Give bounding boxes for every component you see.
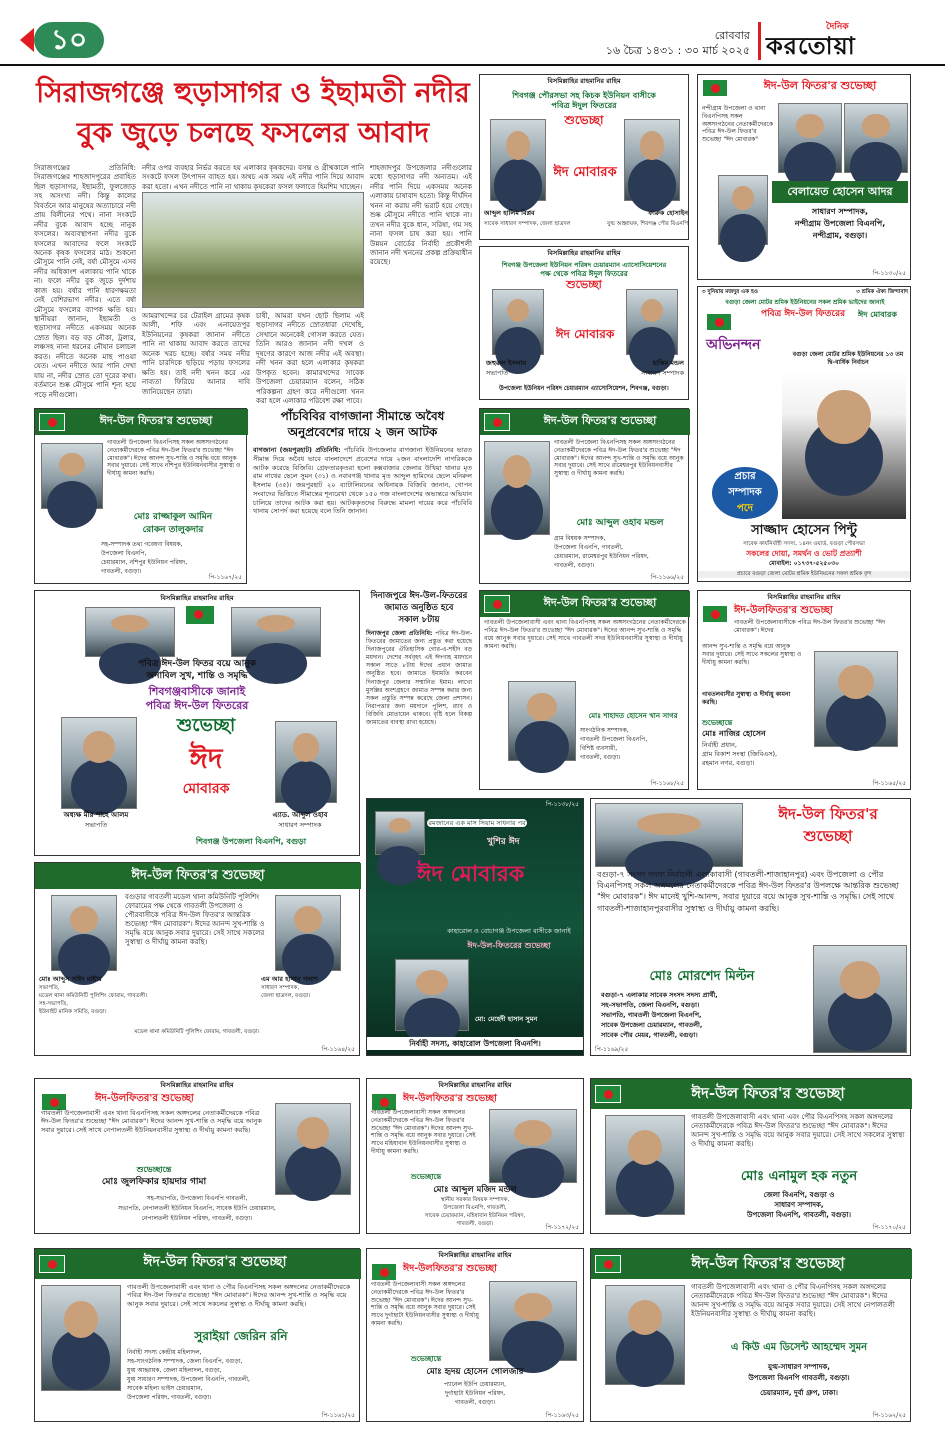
main-story <box>34 74 472 405</box>
ad-velayet-title: ঈদ-উল ফিতর'র শুভেচ্ছা <box>763 79 877 92</box>
ad-shib-leader-photo <box>85 607 175 657</box>
ad-golzar-role2: দুর্গাহাটা ইউনিয়ন পরিষদ, <box>444 1390 506 1397</box>
ad-photo-faruk <box>624 119 680 201</box>
ad-sagar-role3: বিশিষ্ট ব্যবসায়ী, <box>580 745 618 752</box>
ad-pintu-abhinandan: অভিনন্দন <box>706 337 761 353</box>
ad-gama-title: ঈদ-উলফিতর'র শুভেচ্ছা <box>95 1093 194 1104</box>
page-header <box>0 0 945 66</box>
main-story-col2: নদীর ওপর ব্যবহার নির্ভর করতে হয় এলাকার কৃষকদের। বসন্ত ও গ্রীষ্মকালে পানি সংকটে ফসল উৎপাদন ব্যাহত হয়। অথচ এক সময় এই নদীর পানি দিয়ে আবাদ করা হতো। এখন নদীতে পানি না থাকায় কৃষকেরা ফসল ফলাতে হিমশিম খাচ্ছেন। <box>142 164 364 191</box>
ad-nazir-text2: আনন্দ সুখ-শান্তি ও সমৃদ্ধি বয়ে আনুক সবার দুয়ারে। সেই সাথে সকলের সুস্বাস্থ্য ও দীর্ঘায়ু কামনা করছি। <box>702 643 802 666</box>
ad-sumon-header <box>591 1249 912 1279</box>
ad-notun-title: ঈদ-উল ফিতর'র শুভেচ্ছা <box>691 1084 845 1102</box>
issue-day: রোববার <box>714 29 750 42</box>
ad-kaharol-eid: ঈদ মোবারক <box>417 861 525 887</box>
ad-master <box>34 862 360 1056</box>
ad-shib-footer: শিবগঞ্জ উপজেলা বিএনপি, বগুড়া <box>195 837 307 846</box>
ad-milton-role2: সহ-সভাপতি, জেলা বিএনপি, বগুড়া। <box>601 1001 700 1009</box>
ad-master-p1-t4: ইউনাইট মানিক সমিতি, বগুড়া। <box>39 1009 107 1015</box>
ad-notun-name: মোঃ এনামুল হক নতুন <box>691 1167 907 1187</box>
ad-master-title: ঈদ-উল ফিতর'র শুভেচ্ছা <box>131 868 265 883</box>
ad-pintu <box>697 286 911 582</box>
ad-sagar-name: মোঃ শাহাদত হোসেন খান সাগর <box>580 709 686 723</box>
ad-pintu-mubarak: ঈদ মোবারক <box>858 309 897 319</box>
ad-kaharol-footer: নির্বাহী সদস্য, কাহারোল উপজেলা বিএনপি। <box>367 1037 583 1050</box>
ad-shib-p1-title: সভাপতি <box>84 821 108 829</box>
ad-wahab-header <box>480 409 690 435</box>
ad-halim-faruk <box>479 74 689 240</box>
ad-sumon-photo <box>605 1285 685 1385</box>
ad-velayet-role1: সাধারণ সম্পাদক, <box>811 207 869 216</box>
ad-sagar-title: ঈদ-উল ফিতর'র শুভেচ্ছা <box>543 596 657 609</box>
ad-shib-leader-photo2 <box>231 607 321 657</box>
page-number: ১০ <box>34 22 104 58</box>
ad-rokon-name2: রোকন তালুকদার <box>101 524 245 537</box>
ad-pintu-top1: ৩ দুনিয়ায় মজদুর এক হও <box>702 289 758 295</box>
main-story-col4: শাহজাদপুর উপজেলার নদীগুলোর মধ্যে হুড়াসাগর নদী অন্যতম। এই নদীর পানি দিয়ে একসময় অনেক এলাকায় চাষাবাদ হতো। কিন্তু দীর্ঘদিন খনন না করায় নদী ভরাট হয়ে গেছে। শুষ্ক মৌসুমে নদীতে পানি থাকে না। তখন নদীর বুকে ধান, সরিষা, গম সহ নানা ফসল চাষ করা হয়। পানি উন্নয়ন বোর্ডের নির্বাহী প্রকৌশলী জানান নদী খননের প্রকল্প প্রক্রিয়াধীন রয়েছে। <box>370 164 472 267</box>
ad-pintu-line: বগুড়া জেলা মোটর শ্রমিক ইউনিয়নের সকল শ্রমিক ভাইদের জানাই <box>725 299 885 306</box>
ad-sumon-role3: চেয়ারম্যান, দুর্বা গ্রুপ, ঢাকা। <box>760 1389 838 1397</box>
ad-wahab-role2: উপজেলা বিএনপি, গাবতলী, <box>554 544 624 551</box>
ad-nazir-text1: গাবতলী উপজেলাবাসীকে পবিত্র ঈদ-উল ফিতর'র শুভেচ্ছা "ঈদ মোবারক"। ঈদের <box>734 619 886 634</box>
bagjana-text <box>253 446 472 516</box>
ad-sagar-text: গাবতলী উপজেলাবাসী এবং থানা বিএনপিসহ সকল অঙ্গসংগঠনের নেতাকর্মীদেরকে পবিত্র ঈদ-উল ফিতর'র শুভেচ্ছা "ঈদ মোবারক"। ঈদের আনন্দ সুখ-শান্তি ও সমৃদ্ধি বয়ে আনুক সবার দুয়ারে। সেই সাথে গাবতলী সদর ইউনিয়নবাসীর সুস্বাস্থ্য ও দীর্ঘায়ু কামনা করছি। <box>484 619 686 651</box>
ad-gama-role3: নেপালতলী ইউনিয়ন পরিষদ, গাবতলী, বগুড়া। <box>141 1215 253 1222</box>
ad-velayet-text: নন্দীগ্রাম উপজেলা ও থানা বিএনপিসহ সকল অঙ্গসংগঠনের নেতাকর্মীদেরকে পবিত্র ঈদ-উল ফিতর'র শুভেচ্ছা "ঈদ মোবারক" <box>702 105 774 144</box>
ad-rokon-header <box>35 409 248 435</box>
ad-shib-eid2: মোবারক <box>182 781 230 797</box>
ad-shib-p2: এ্যাড. আব্দুল ওহাব <box>272 811 328 819</box>
ad-roni-role3: যুগ্ম আহ্বায়ক, জেলা মহিলাদল, বগুড়া, <box>127 1367 222 1374</box>
ad-pintu-badge3: পদে <box>736 503 754 514</box>
ad-pintu-photo <box>782 369 906 519</box>
ad-sumon-role1: যুগ্ম-সাধারণ সম্পাদক, <box>768 1363 830 1371</box>
ad-pintu-eid: পবিত্র ঈদ-উল ফিতরের <box>760 309 846 319</box>
ad-nazir-title: ঈদ-উলফিতর'র শুভেচ্ছা <box>734 605 833 616</box>
ad-chair-shubhechha: শুভেচ্ছা <box>566 278 602 292</box>
ad-notun-photo <box>605 1115 685 1215</box>
ad-sumon-code: পি-১১৬২/২৫ <box>872 1411 906 1419</box>
dinajpur-byline: দিনাজপুর জেলা প্রতিনিধি: <box>366 630 433 637</box>
main-story-col-bottom: আমরাখন্দের চর টেরাইল গ্রামের কৃষক আলী, শফি এবং এনায়েতপুর ইউনিয়নের কৃষকরা জানান নদীতে পানি না থাকায় আবাদ করতে তাদের অনেক খরচ হচ্ছে। বর্ষার সময় নদীর পানি চারদিকে ছড়িয়ে পড়ায় ফসলের ক্ষতি হয়। তাই নদী খনন করে এর নাব্যতা ফিরিয়ে আনার দাবি জানিয়েছেন তারা। <box>142 312 250 396</box>
ad-master-code: পি-১১৬৪/২৫ <box>321 1045 355 1053</box>
ad-roni-name: সুরাইয়া জেরিন রনি <box>127 1327 355 1345</box>
ad-wahab-role1: গ্রাম বিষয়ক সম্পাদক, <box>554 535 606 542</box>
ad-velayet <box>697 74 911 280</box>
ad-gama <box>34 1078 360 1234</box>
bnp-flag-icon <box>185 605 215 625</box>
masthead-small: দৈনিক <box>826 22 849 32</box>
ad-gama-from: শুভেচ্ছান্তে <box>136 1165 172 1174</box>
ad-mojid <box>366 1078 584 1234</box>
ad-mojid-name: মোঃ আব্দুল মজিদ মন্ডল <box>433 1185 517 1195</box>
ad-gama-bismillah: বিসমিল্লাহির রাহমানির রাহিম <box>160 1081 234 1089</box>
ad-person2-name: ফারুক হোসাইন <box>648 209 688 217</box>
ad-nazir-role2: গ্রাম বিকাশ সংস্থা (জিবিএস), <box>702 750 778 758</box>
ad-pintu-top2: ৩ শ্রমিক ঐক্য জিন্দাবাদ <box>856 289 908 295</box>
ad-pintu-badge2: সম্পাদক <box>728 487 762 498</box>
bnp-flag-icon <box>39 413 65 431</box>
ad-wahab <box>479 408 689 584</box>
ad-person2-title: যুগ্ম আহ্বায়ক, শিবগঞ্জ পৌর বিএনপি <box>607 221 688 227</box>
ad-roni-header <box>35 1249 361 1279</box>
ad-wahab-text: গাবতলী উপজেলা বিএনপিসহ সকল অঙ্গসংগঠনের নেতাকর্মীদেরকে পবিত্র ঈদ-উল ফিতর'র শুভেচ্ছা "ঈদ মোবারক"। ঈদের আনন্দ সুখ-শান্তি ও সমৃদ্ধি বয়ে আনুক সবার দুয়ারে। সেই সাথে রামেশ্বরপুর ইউনিয়নবাসীর সুস্বাস্থ্য ও দীর্ঘায়ু কামনা করছি। <box>554 439 684 478</box>
bnp-flag-icon <box>484 413 510 431</box>
ad-velayet-photo-main <box>718 175 768 245</box>
ad-milton-code: পি-১১৬৯/২৫ <box>595 1045 629 1053</box>
ad-shib-shubhechha: শুভেচ্ছা <box>176 715 236 736</box>
ad-roni-photo <box>41 1285 121 1391</box>
ad-roni-role2: সহ-সাংগঠনিক সম্পাদক, জেলা বিএনপি, বগুড়া, <box>127 1358 243 1365</box>
story-bagjana <box>253 408 472 584</box>
ad-kaharol-line: খুশির ঈদ <box>487 837 520 847</box>
ad-roni-role4: যুগ্ম সাধারণ সম্পাদক, উপজেলা বিএনপি, গাবতলী, <box>127 1376 250 1383</box>
ad-pintu-badge <box>712 467 778 519</box>
ad-milton-role5: সাবেক পৌর মেয়র, গাবতলী, বগুড়া। <box>601 1031 698 1039</box>
ad-chair-p1-title: সভাপতি <box>486 369 509 377</box>
ad-rokon-role3: চেয়ারম্যান, নশিপুর ইউনিয়ন পরিষদ, <box>101 559 188 566</box>
ad-milton-role3: সভাপতি, গাবতলী উপজেলা বিএনপি, <box>601 1011 702 1019</box>
ad-velayet-role3: নন্দীগ্রাম, বগুড়া। <box>812 231 868 240</box>
bagjana-headline2: অনুপ্রবেশের দায়ে ২ জন আটক <box>287 425 438 439</box>
ad-chair-footer: উপজেলা ইউনিয়ন পরিষদ চেয়ারম্যান এ্যাসোসিয়েশন, শিবগঞ্জ, বগুড়া। <box>499 385 669 392</box>
ad-gama-photo <box>275 1103 351 1195</box>
ad-pintu-name: সাজ্জাদ হোসেন পিন্টু <box>698 523 910 539</box>
ad-rokon-code: পি-১১৬৭/২৫ <box>208 573 242 581</box>
ad-notun-role1: জেলা বিএনপি, বগুড়া ও <box>763 1191 835 1199</box>
ad-chairman-association <box>479 246 689 400</box>
ad-mojid-role2: উপজেলা বিএনপি, গাবতলী, <box>443 1205 507 1211</box>
ad-mojid-role4: গাবতলী, বগুড়া। <box>456 1221 494 1227</box>
ad-pintu-badge1: প্রচার <box>734 471 756 482</box>
ad-roni-role1: নির্বাহী সদস্য কেন্দ্রীয় মহিলাদল, <box>127 1349 202 1356</box>
ad-sagar-photo <box>508 681 576 761</box>
ad-chair-p1: জহুরুল ইসলাম <box>486 359 527 367</box>
bagjana-body: পাঁচবিবি উপজেলার বাগজানা ইউনিয়নের ভারত সীমান্ত দিয়ে অবৈধ ভাবে বাংলাদেশে প্রবেশের দায়ে ২জন বাংলাদেশি নাগরিককে আটক করেছে বিজিবি। গ্রেফতারকৃতরা হলো কক্সবাজার জেলার উখিয়া থানার মৃত রাম নাথের ছেলে সুমন (৩১) ও নবাবগঞ্জ থানার মৃত আব্দুল হামিদের ছেলে মনিরুল ইসলাম (৩৫)। জয়পুরহাট ২০ ব্যাটালিয়নের অধিনায়ক বিজিবি জানান, গোপন সংবাদের ভিত্তিতে সীমান্তের শূন্যরেখা থেকে ১৫০ গজ বাংলাদেশের অভ্যন্তরে অভিযান চালিয়ে তাদের আটক করা হয়। আটককৃতদের বিরুদ্ধে মামলা দায়ের করে পাঁচবিবি থানায় সোপর্দ করা হয়েছে বলে তিনি জানান। <box>253 446 472 516</box>
bnp-flag-icon <box>371 1263 397 1281</box>
ad-chair-line2: পক্ষ থেকে পবিত্র ঈদুল ফিতরের <box>540 269 628 278</box>
ad-golzar-role3: গাবতলী, বগুড়া। <box>454 1399 496 1406</box>
ad-pintu-vote: সকলের দোয়া, সমর্থন ও ভোট প্রত্যাশী <box>746 549 862 558</box>
ad-shib-photo-alam <box>61 717 137 809</box>
ad-pintu-prev: সাবেক কার্যনির্বাহী সদস্য, ১৪নং ওয়ার্ড, বগুড়া পৌরসভা <box>743 541 865 547</box>
ad-sumon-role2: উপজেলা বিএনপি গাবতলী, বগুড়া। <box>748 1374 850 1382</box>
ad-pintu-sub: বগুড়া জেলা মোটর শ্রমিক ইউনিয়নের ১৩ তম দ্বি-বার্ষিক নির্বাচন <box>792 351 904 366</box>
ad-rokon-photo <box>41 443 103 509</box>
ad-nazir-bismillah: বিসমিল্লাহির রাহমানির রাহিম <box>767 593 841 601</box>
ad-mojid-code: পি-১১৭২/২৫ <box>545 1223 579 1231</box>
ad-golzar-code: পি-১১৬৩/২৫ <box>545 1411 579 1419</box>
ad-master-p1-t2: মডেল থানা কমিউনিটি পুলিশিং ফোরাম, গাবতলী। <box>39 993 148 999</box>
story-dinajpur <box>366 590 472 790</box>
ad-pintu-mobile: মোবাইল: ০১৭৩৭-৫২৫০৩০ <box>768 560 840 567</box>
ad-milton-text: বগুড়া-৭ সংসদ সদস্য নির্বাচনী এলাকাবাসী (গাবতলী-শাজাহানপুর) এবং উপজেলা ও পৌর বিএনপিসহ সকল অঙ্গদলের নেতাকর্মীদেরকে পবিত্র ঈদ-উল ফিতর'র উপলক্ষে আন্তরিক শুভেচ্ছা "ঈদ মোবারক"। ঈদ মানেই খুশি-আনন্দ, সবার দুয়ারে বয়ে আনুক সুখ-শান্তি ও সমৃদ্ধি। সেই সাথে গাবতলী-শাজাহানপুরবাসীর সুস্বাস্থ্য ও দীর্ঘায়ু কামনা করছি। <box>597 870 899 913</box>
ad-nazir-role3: রহমান নগর, বগুড়া। <box>702 759 755 767</box>
ad-wahab-photo <box>484 441 550 535</box>
ad-gama-text: গাবতলী উপজেলাবাসী এবং থানা বিএনপিসহ সকল অঙ্গদলের নেতাকর্মীদেরকে পবিত্র ঈদ-উল ফিতর'র শুভেচ্ছা "ঈদ মোবারক"। ঈদের আনন্দ সুখ-শান্তি ও সমৃদ্ধি বয়ে আনুক সবার দুয়ারে। সেই সাথে নেপালতলী ইউনিয়নবাসীর সুস্বাস্থ্য ও দীর্ঘায়ু কামনা করছি। <box>41 1109 262 1134</box>
ad-person1-title: সাবেক সাধারণ সম্পাদক, জেলা ছাত্রদল <box>484 221 571 227</box>
ad-milton-role1: বগুড়া-৭ এলাকার সাবেক সংসদ সদস্য প্রার্থী, <box>601 991 718 999</box>
ad-wahab-name: মোঃ আব্দুল ওহাব মন্ডল <box>554 515 686 531</box>
ad-pintu-footer: প্রচারে বগুড়া জেলা মোটর শ্রমিক ইউনিয়নের সকল শ্রমিক বৃন্দ <box>698 571 910 578</box>
ad-chair-p2: হাকিম মন্ডল <box>652 359 684 367</box>
ad-chair-p2-title: সাধারণ সম্পাদক <box>641 369 684 377</box>
ad-eid-mubarak: ঈদ মোবারক <box>553 165 617 180</box>
ad-kaharol-code: পি-১১৩৮/২৫ <box>545 801 579 808</box>
dinajpur-body: পবিত্র ঈদ-উল-ফিতরের জামাতের জন্য প্রস্তুত করা হয়েছে দিনাজপুরের ঐতিহাসিক গোর-এ-শহীদ বড় ময়দান। দেশের সর্ববৃহৎ এই ঈদগাহ ময়দানে সকাল সাড়ে ৮টায় ঈদের প্রধান জামাত অনুষ্ঠিত হবে। জামাতে ইমামতি করবেন দিনাজপুর জেলার সম্মানিত ইমাম। লাখো মুসল্লির অংশগ্রহণে জামাত সম্পন্ন করার জন্য সকল প্রস্তুতি সম্পন্ন করেছে জেলা প্রশাসন। নিরাপত্তার জন্য ময়দানে পুলিশ, র‍্যাব ও বিজিবি মোতায়েন থাকবে। বৃষ্টি হলে বিকল্প জামাতের ব্যবস্থা রাখা হয়েছে। <box>366 630 472 727</box>
bnp-flag-icon <box>702 79 728 97</box>
ad-sagar <box>479 590 689 790</box>
ad-gama-role2: সভাপতি, নেপালতলী ইউনিয়ন বিএনপি, সাবেক ইউপি চেয়ারম্যান, <box>118 1205 276 1212</box>
ad-golzar-name: মোঃ হৃদয় হোসেন গোলজার <box>426 1367 524 1377</box>
ad-roni-role5: সাবেক মহিলা ভাইস চেয়ারম্যান, <box>127 1385 203 1392</box>
ad-milton-title1: ঈদ-উল ফিতর'র <box>778 805 878 823</box>
ad-master-photo1 <box>51 895 117 971</box>
ad-milton-leaders <box>595 803 743 867</box>
ad-rokon-role2: উপজেলা বিএনপি, <box>101 550 147 557</box>
ad-shib-p1: অধ্যক্ষ মীর শাহে আলম <box>63 811 129 819</box>
bagjana-headline1: পাঁচবিবির বাগজানা সীমান্তে অবৈধ <box>280 409 445 423</box>
ad-nazir-text3: গাবতলবাসীর সুস্বাস্থ্য ও দীর্ঘায়ু কামনা করছি। <box>702 691 791 706</box>
ad-wahab-role4: গাবতলী, বগুড়া। <box>554 562 595 569</box>
ad-chair-eid: ঈদ মোবারক <box>555 327 615 341</box>
ad-chair-bismillah: বিসমিল্লাহির রাহমানির রাহিম <box>547 249 621 257</box>
bnp-flag-icon <box>484 595 510 613</box>
bnp-flag-icon <box>39 1255 65 1273</box>
ad-bismillah: বিসমিল্লাহির রাহমানির রাহিম <box>547 77 621 85</box>
ad-golzar-title: ঈদ-উলফিতর'র শুভেচ্ছা <box>403 1263 497 1274</box>
ad-sumon-text: গাবতলী উপজেলাবাসী এবং থানা ও পৌর বিএনপিসহ সকল অঙ্গদলের নেতাকর্মীদেরকে পবিত্র ঈদ-উল ফিতর'র শুভেচ্ছা "ঈদ মোবারক"। ঈদের আনন্দ সুখ-শান্তি ও সমৃদ্ধি বয়ে আনুক সবার দুয়ারে। সেই সাথে নেপালতলী ইউনিয়নবাসীর সুস্বাস্থ্য ও দীর্ঘায়ু কামনা করছি। <box>691 1283 895 1319</box>
ad-notun-code: পি-১১৭০/২৫ <box>872 1223 906 1231</box>
ad-sumon <box>590 1248 911 1422</box>
ad-shibganj-bnp <box>34 590 360 856</box>
ad-shib-line1: পবিত্র ঈদ-উল ফিতর বয়ে আনুক <box>138 659 256 669</box>
ad-milton-title2: শুভেচ্ছা <box>803 827 853 845</box>
header-divider <box>758 22 761 60</box>
ad-master-text: বগুড়ার গাবতলী মডেল থানা কমিউনিটি পুলিশিং ফোরামের পক্ষ থেকে গাবতলী উপজেলা ও পৌরবাসীকে পবিত্র ঈদ-উল ফিতর'র আন্তরিক শুভেচ্ছা "ঈদ মোবারক"। ঈদের আনন্দ সুখ-শান্তি ও সমৃদ্ধি বয়ে আনুক সবার দুয়ারে। সেই সাথে সকলের সুস্বাস্থ্য ও দীর্ঘায়ু কামনা করছি। <box>125 893 265 947</box>
ad-rokon-name1: মোঃ রাজ্জাকুল আমিন <box>101 511 245 524</box>
issue-date-text: ১৬ চৈত্র ১৪৩১ : ৩০ মার্চ ২০২৫ <box>605 44 750 57</box>
ad-master-photo2 <box>275 895 341 971</box>
ad-mojid-bismillah: বিসমিল্লাহির রাহমানির রাহিম <box>438 1081 512 1089</box>
ad-line2: পবিত্র ঈদুল ফিতরের <box>551 101 617 111</box>
ad-mojid-from: শুভেচ্ছান্তে <box>410 1173 442 1181</box>
ad-rokon <box>34 408 247 584</box>
dinajpur-headline3: সকাল ৮টায় <box>398 615 440 625</box>
ad-person1-name: আব্দুল হালিম বিপ্লব <box>484 209 535 217</box>
ad-sagar-role4: গাবতলী, বগুড়া। <box>580 754 621 761</box>
ad-nazir <box>697 590 911 790</box>
bnp-flag-icon <box>702 605 728 623</box>
main-story-photo <box>142 192 364 308</box>
ad-kaharol-mid: কাহারোল ও বোচাগঞ্জ উপজেলা বাসীকে জানাই <box>447 927 571 935</box>
ad-photo-halim <box>490 119 546 201</box>
ad-golzar <box>366 1248 584 1422</box>
ad-master-p1-t3: সহ-সভাপতি, <box>39 1001 69 1007</box>
ad-rokon-role1: সহ-সম্পাদক তথ্য গবেষণা বিষয়ক, <box>101 541 183 548</box>
ad-mojid-text: গাবতলী উপজেলাবাসী সকল অঙ্গদলের নেতাকর্মীদেরকে পবিত্র ঈদ-উল ফিতর'র শুভেচ্ছা "ঈদ মোবারক"। ঈদের আনন্দ সুখ-শান্তি ও সমৃদ্ধি বয়ে আনুক সবার দুয়ারে। সেই সাথে মহিষাবান ইউনিয়নবাসীর সুস্বাস্থ্য ও দীর্ঘায়ু কামনা করছি। <box>371 1109 476 1155</box>
ad-chair-photo1 <box>492 289 544 355</box>
ad-velayet-role2: নন্দীগ্রাম উপজেলা বিএনপি, <box>794 219 886 228</box>
ad-nazir-code: পি-১১৬৫/২৫ <box>872 779 906 787</box>
ad-mojid-role3: সাবেক চেয়ারম্যান, মহিষাবান ইউনিয়ন পরিষদ, <box>424 1213 526 1219</box>
ad-golzar-from: শুভেচ্ছান্তে <box>410 1355 442 1363</box>
main-headline-line2: বুক জুড়ে চলছে ফসলের আবাদ <box>76 116 430 149</box>
ad-shib-bismillah: বিসমিল্লাহির রাহমানির রাহিম <box>160 594 234 602</box>
ad-sagar-header <box>480 591 690 617</box>
ad-wahab-title: ঈদ-উল ফিতর'র শুভেচ্ছা <box>543 414 657 427</box>
ad-rokon-text: গাবতলী উপজেলা বিএনপিসহ সকল অঙ্গসংগঠনের নেতাকর্মীদেরকে পবিত্র ঈদ-উল ফিতর'র শুভেচ্ছা "ঈদ মোবারক"। ঈদের আনন্দ সুখ-শান্তি ও সমৃদ্ধি বয়ে আনুক সবার দুয়ারে। সেই সাথে নশিপুর ইউনিয়নবাসীর সুস্বাস্থ্য ও দীর্ঘায়ু কামনা করছি। <box>107 439 241 478</box>
ad-sumon-name: এ কিউ এম ডিসেন্ট আহম্মেদ সুমন <box>691 1339 907 1357</box>
ad-golzar-bismillah: বিসমিল্লাহির রাহমানির রাহিম <box>438 1251 512 1259</box>
ad-line1: শিবগঞ্জ পৌরসভা সহ কিচক ইউনিয়ন বাসীকে <box>512 91 656 101</box>
ad-shib-line4: পবিত্র ঈদ-উল ফিতরের <box>145 699 249 712</box>
ad-notun <box>590 1078 911 1234</box>
ad-kaharol-photo <box>395 959 469 1031</box>
ad-roni-code: পি-১১৬১/২৫ <box>321 1411 355 1419</box>
ad-kaharol-name: মো: মেহেদী হাসান সুমন <box>475 1015 538 1023</box>
dinajpur-headline1: দিনাজপুরে ঈদ-উল-ফিতরের <box>370 591 468 601</box>
ad-sagar-role1: সাংগঠনিক সম্পাদক, <box>580 727 629 734</box>
union-flag-icon <box>706 313 732 331</box>
ad-roni <box>34 1248 360 1422</box>
main-story-col1: সিরাজগঞ্জের প্রতিনিধি: সিরাজগঞ্জের শাহজাদপুরের প্রবাহিত ছিল হুড়াসাগর, ইছামতী, ফুলজোড় সহ অসংখ্য নদী। কিন্তু কালের বিবর্তনে আর মানুষের অত্যাচারে নদী প্রায় বিলীনের পথে। নানা সংকটে নদীর বুকে আবাদ হচ্ছে নানুক ফসলের। অব্যবস্থাপনা নদীর বুকে ফসলের আবাদের ফলে সংকটে অনেক কৃষক ফসলের মাঠ। শুকনো মৌসুমে পানি নেই, বর্ষা মৌসুমে এসব নদীর অধিকাংশ এলাকায় পানি থাকে না। ফলে নদীর বুক জুড়ে দুর্দশায় কাজ হয়। বর্ষার পানি ধারণক্ষমতা নেই বেশিরভাগ নদীর। এতে বর্ষা মৌসুমে ফসলের ব্যাপক ক্ষতি হয়। স্থানীয়রা জানান, ইছামতী ও হুড়াসাগর নদীতে একসময় অনেক স্রোত ছিল। বড় বড় নৌকা, ট্রলার, লঞ্চসহ নানা ধরনের নৌযান চলাচল করত। নদীতে অনেক মাছ পাওয়া যেত। এখন নদীতে আর পানি দেখা যায় না, নদীর স্রোত তো দূরের কথা। বর্তমানে শুষ্ক মৌসুমে পানি শূন্য হয়ে পড়ে নদীগুলো। <box>34 164 136 399</box>
masthead <box>766 22 936 62</box>
main-story-col3: চাষী, আমরা যখন ছোট ছিলাম এই হুড়াসাগর নদীতে স্রোতধারা দেখেছি, সেখানে অনেকেই গোসল করতে যেত। তিনি আরও জানান নদী দখল ও দূষণের কারণে আজ নদীর এই অবস্থা। নদী খনন করা হলে এলাকার কৃষকরা উপকৃত হবেন। কামারখন্দের সাবেক উপজেলা চেয়ারম্যান বলেন, সঠিক পরিকল্পনা গ্রহণ করে নদীগুলো খনন করা হলে এলাকার পরিবেশ রক্ষা পাবে। <box>256 312 364 405</box>
ad-velayet-name: বেলায়েত হোসেন আদর <box>772 181 908 203</box>
ad-master-p2-t2: জেলা ছাত্রদল, বগুড়া। <box>261 993 311 999</box>
ad-milton-photo <box>813 945 907 1053</box>
ad-nazir-photo <box>814 651 898 747</box>
ad-master-footer: মডেল থানা কমিউনিটি পুলিশিং ফোরাম, গাবতলী, বগুড়া। <box>134 1029 260 1035</box>
ad-wahab-code: পি-১১৬৬/২৫ <box>650 573 684 581</box>
ad-master-p2: এম আর হাসান পলাশ <box>261 975 318 983</box>
ad-kaharol-top: রমজানের এক মাস সিয়াম সাধনার পর <box>428 819 526 827</box>
ad-milton <box>590 798 911 1056</box>
ad-sagar-code: পি-১১৬৮/২৫ <box>650 779 684 787</box>
ad-roni-role6: উপজেলা পরিষদ, গাবতলী, বগুড়া। <box>127 1394 212 1401</box>
ad-golzar-photo <box>489 1281 577 1361</box>
ad-roni-title: ঈদ-উল ফিতর'র শুভেচ্ছা <box>143 1254 287 1270</box>
ad-velayet-photo-b <box>844 103 908 173</box>
ad-master-header <box>35 863 361 889</box>
masthead-title: করতোয়া <box>766 31 856 61</box>
ad-mojid-title: ঈদ-উলফিতর'র শুভেচ্ছা <box>403 1093 497 1104</box>
ad-sumon-title: ঈদ-উল ফিতর'র শুভেচ্ছা <box>691 1254 845 1272</box>
ad-kaharol-shubh: ঈদ-উল-ফিতরের শুভেচ্ছা <box>467 941 551 950</box>
ad-notun-text: গাবতলী উপজেলাবাসী এবং থানা এবং পৌর বিএনপিসহ সকল অঙ্গদলের নেতাকর্মীদেরকে পবিত্র ঈদ-উল ফিতর'র শুভেচ্ছা "ঈদ মোবারক"। ঈদের আনন্দ সুখ-শান্তি ও সমৃদ্ধি বয়ে আনুক সবার দুয়ারে। সেই সাথে সকলের সুস্বাস্থ্য ও দীর্ঘায়ু কামনা করছি। <box>691 1113 905 1149</box>
ad-shib-photo-wahab <box>275 721 337 803</box>
ad-gama-role1: সহ-সভাপতি, উপজেলা বিএনপি গাবতলী, <box>146 1195 248 1202</box>
ad-rokon-title: ঈদ-উল ফিতর'র শুভেচ্ছা <box>99 414 213 427</box>
ad-kaharol-leaders <box>375 811 425 855</box>
ad-master-p1-t1: সভাপতি, <box>39 985 60 991</box>
ad-roni-text: গাবতলী উপজেলাবাসী এবং থানা ও পৌর বিএনপিসহ সকল অঙ্গদলের নেতাকর্মীদেরকে পবিত্র ঈদ-উল ফিতর'র শুভেচ্ছা "ঈদ মোবারক"। ঈদের আনন্দ সুখ-শান্তি ও সমৃদ্ধি বয়ে আনুক সবার দুয়ারে। সেই সাথে সকলের সুস্বাস্থ্য ও দীর্ঘায়ু কামনা করছি। <box>127 1283 351 1308</box>
ad-gama-name: মোঃ জুলফিকার হায়দার গামা <box>101 1177 207 1187</box>
issue-date <box>600 28 750 58</box>
bnp-flag-icon <box>595 1085 621 1103</box>
ad-golzar-role1: প্যানেল ইউপি চেয়ারম্যান, <box>444 1381 506 1388</box>
ad-chair-line1: শিবগঞ্জ উপজেলা ইউনিয়ন পরিষদ চেয়ারম্যান এ্যাসোসিয়েশনের <box>501 261 667 270</box>
ad-shubhechha: শুভেচ্ছা <box>564 113 604 128</box>
ad-velayet-code: পি-১১৩০/২৫ <box>872 269 906 277</box>
ad-mojid-role1: স্থানীয় সরকার বিষয়ক সম্পাদক, <box>440 1197 510 1203</box>
ad-shib-line3: শিবগঞ্জবাসীকে জানাই <box>148 685 246 698</box>
ad-master-p2-t1: সাধারণ সম্পাদক, <box>261 985 300 991</box>
ad-rokon-role4: গাবতলী, বগুড়া। <box>101 568 142 575</box>
dinajpur-headline2: জামাত অনুষ্ঠিত হবে <box>384 603 454 613</box>
ad-mojid-photo <box>489 1109 577 1183</box>
bagjana-byline: বাগজানা (জয়পুরহাট) প্রতিনিধি: <box>253 446 341 454</box>
ad-shib-p2-title: সাধারণ সম্পাদক <box>278 821 322 829</box>
ad-nazir-name: মোঃ নাজির হোসেন <box>702 729 766 738</box>
ad-notun-role2: সাধারণ সম্পাদক, <box>774 1201 824 1209</box>
ad-velayet-photo-a <box>778 103 842 173</box>
ad-chair-photo2 <box>626 289 678 355</box>
ad-golzar-text: গাবতলী উপজেলাবাসী সকল অঙ্গদলের নেতাকর্মীদেরকে পবিত্র ঈদ-উল ফিতর'র শুভেচ্ছা "ঈদ মোবারক"। ঈদের আনন্দ সুখ-শান্তি ও সমৃদ্ধি বয়ে আনুক সবার দুয়ারে। সেই সাথে দুর্গাহাটা ইউনিয়নবাসীর সুস্বাস্থ্য ও দীর্ঘায়ু কামনা করছি। <box>371 1281 479 1327</box>
dinajpur-text <box>366 630 472 727</box>
ad-notun-header <box>591 1079 912 1109</box>
ad-notun-role3: উপজেলা বিএনপি, গাবতলী, বগুড়া। <box>747 1211 851 1219</box>
main-headline-line1: সিরাজগঞ্জে হুড়াসাগর ও ইছামতী নদীর <box>36 76 470 109</box>
ad-master-p1: মোঃ আব্দুস সাইদ মাষ্টার <box>39 975 102 983</box>
ad-shib-eid1: ঈদ <box>189 742 223 775</box>
ad-milton-role4: সাবেক উপজেলা চেয়ারম্যান, গাবতলী, <box>601 1021 703 1029</box>
ad-wahab-role3: চেয়ারম্যান, রামেশ্বরপুর ইউনিয়ন পরিষদ, <box>554 553 649 560</box>
ad-sagar-role2: গাবতলী উপজেলা বিএনপি, <box>580 736 648 743</box>
ad-nazir-from: শুভেচ্ছান্তে <box>702 719 733 727</box>
ad-milton-name: মোঃ মোরশেদ মিল্টন <box>597 967 807 987</box>
ad-shib-line2: অনাবিল সুখ, শান্তি ও সমৃদ্ধি <box>146 671 248 681</box>
ad-kaharol <box>366 798 584 1056</box>
bnp-flag-icon <box>595 1255 621 1273</box>
ad-nazir-role1: নির্বাহী প্রধান, <box>702 741 737 749</box>
